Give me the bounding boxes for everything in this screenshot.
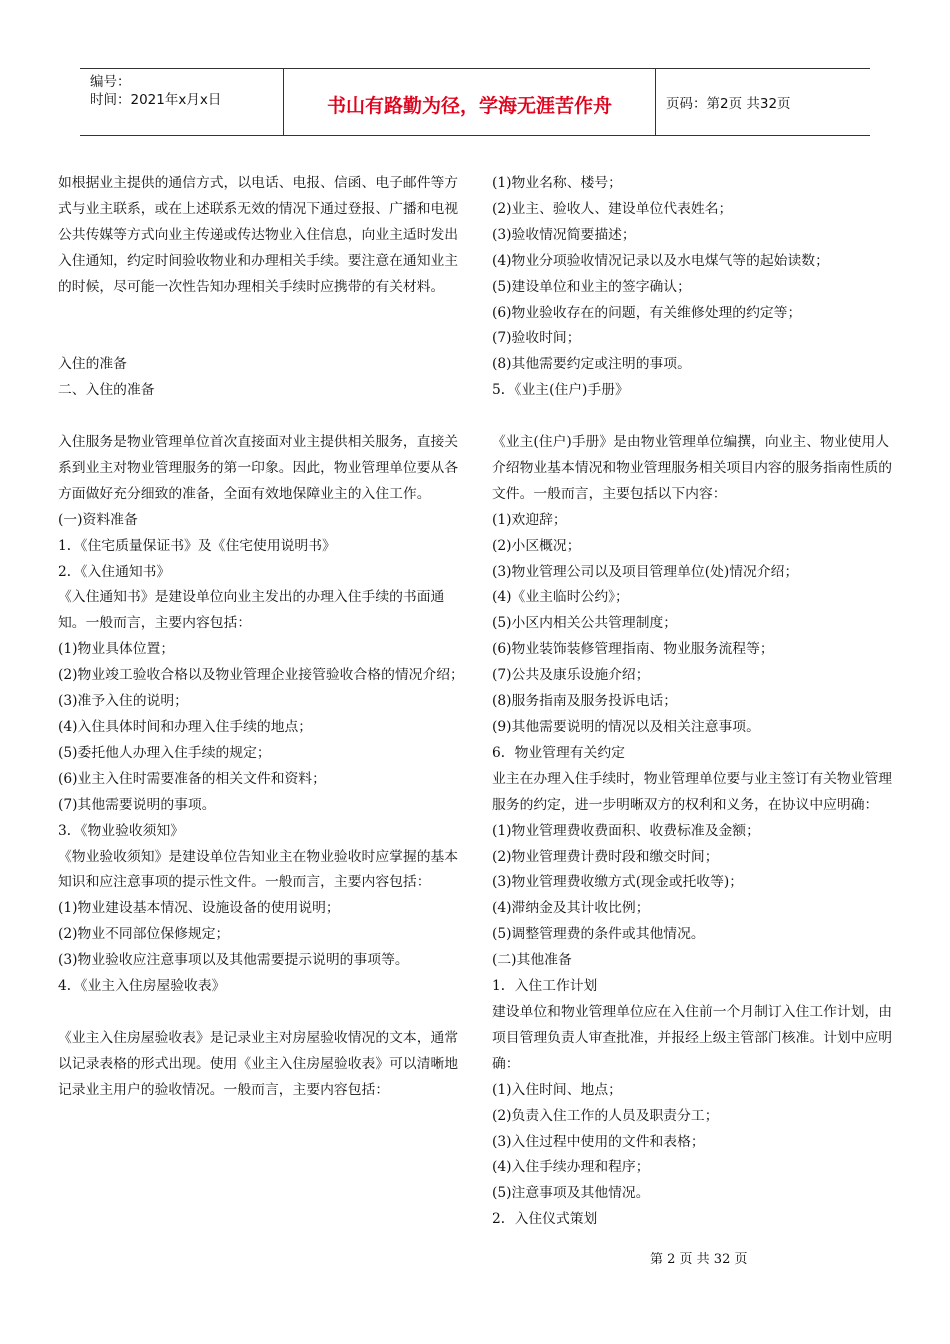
text-paragraph: (2)物业管理费计费时段和缴交时间； bbox=[492, 848, 719, 865]
text-paragraph: (3)验收情况简要描述； bbox=[492, 226, 636, 243]
page-footer: 第 2 页 共 32 页 bbox=[650, 1252, 748, 1267]
text-paragraph: (4)入住手续办理和程序； bbox=[492, 1159, 650, 1176]
text-paragraph: (5)调整管理费的条件或其他情况。 bbox=[492, 926, 705, 943]
text-paragraph: (2)负责入住工作的人员及职责分工； bbox=[492, 1107, 719, 1124]
text-paragraph: 入住服务是物业管理单位首次直接面对业主提供相关服务，直接关系到业主对物业管理服务的第一印象。因此，物业管理单位要从各方面做好充分细致的准备，全面有效地保障业主的入住工作。 bbox=[58, 434, 459, 502]
text-paragraph: (1)物业名称、楼号； bbox=[492, 175, 622, 191]
text-paragraph: (2)小区概况； bbox=[492, 537, 581, 554]
text-paragraph: 二、入住的准备 bbox=[58, 382, 155, 399]
text-paragraph: (3)物业管理费收缴方式(现金或托收等)； bbox=[492, 874, 744, 891]
text-paragraph: (6)物业验收存在的问题，有关维修处理的约定等； bbox=[492, 304, 802, 321]
blank-line bbox=[492, 404, 896, 430]
text-paragraph: (一)资料准备 bbox=[58, 511, 138, 528]
header-page-cell bbox=[656, 69, 870, 135]
text-paragraph: 《业主入住房屋验收表》是记录业主对房屋验收情况的文本，通常以记录表格的形式出现。使用《业主入住房屋验收表》可以清晰地记录业主用户的验收情况。一般而言，主要内容包括： bbox=[58, 1029, 459, 1098]
text-paragraph: (二)其他准备 bbox=[492, 952, 572, 969]
text-paragraph: 建设单位和物业管理单位应在入住前一个月制订入住工作计划，由项目管理负责人审查批准，并报经上级主管部门核准。计划中应明确： bbox=[492, 1003, 893, 1072]
left-text-column bbox=[58, 171, 468, 1104]
text-paragraph: (4)《业主临时公约》； bbox=[492, 589, 629, 606]
text-paragraph: (1)物业管理费收费面积、收费标准及金额； bbox=[492, 822, 760, 839]
text-paragraph: 2．《入住通知书》 bbox=[58, 563, 171, 580]
text-paragraph: 3．《物业验收须知》 bbox=[58, 822, 185, 839]
document-number-label: 编号： bbox=[90, 74, 131, 90]
blank-line bbox=[58, 1000, 468, 1026]
text-paragraph: (2)物业竣工验收合格以及物业管理企业接管验收合格的情况介绍； bbox=[58, 667, 464, 684]
header-motto: 书山有路勤为径，学海无涯苦作舟 bbox=[326, 94, 612, 117]
text-paragraph: 6．物业管理有关约定 bbox=[492, 744, 625, 761]
text-paragraph: (6)业主入住时需要准备的相关文件和资料； bbox=[58, 770, 326, 787]
text-paragraph: 《入住通知书》是建设单位向业主发出的办理入住手续的书面通知。一般而言，主要内容包括： bbox=[58, 589, 445, 632]
text-paragraph: (1)欢迎辞； bbox=[492, 511, 567, 528]
text-paragraph: 《业主(住户)手册》是由物业管理单位编撰，向业主、物业使用人介绍物业基本情况和物业管理服务相关项目内容的服务指南性质的文件。一般而言，主要包括以下内容： bbox=[492, 434, 893, 502]
text-paragraph: (5)建设单位和业主的签字确认； bbox=[492, 278, 691, 295]
text-paragraph: 业主在办理入住手续时，物业管理单位要与业主签订有关物业管理服务的约定，进一步明晰双方的权利和义务，在协议中应明确： bbox=[492, 770, 893, 813]
text-paragraph: (4)物业分项验收情况记录以及水电煤气等的起始读数； bbox=[492, 252, 829, 269]
text-paragraph: (9)其他需要说明的情况以及相关注意事项。 bbox=[492, 719, 760, 736]
text-paragraph: (7)公共及康乐设施介绍； bbox=[492, 667, 650, 684]
text-paragraph: 2．入住仪式策划 bbox=[492, 1211, 598, 1228]
text-paragraph: (5)注意事项及其他情况。 bbox=[492, 1185, 650, 1202]
text-paragraph: 1．入住工作计划 bbox=[492, 978, 598, 995]
text-paragraph: (6)物业装饰装修管理指南、物业服务流程等； bbox=[492, 641, 774, 658]
text-paragraph: (1)物业建设基本情况、设施设备的使用说明； bbox=[58, 900, 340, 917]
text-paragraph: (4)入住具体时间和办理入住手续的地点； bbox=[58, 718, 313, 735]
header-motto-cell bbox=[283, 69, 656, 135]
text-paragraph: (7)验收时间； bbox=[492, 330, 581, 347]
text-paragraph: (1)入住时间、地点； bbox=[492, 1081, 622, 1098]
page-header bbox=[80, 68, 870, 136]
text-paragraph: (3)物业管理公司以及项目管理单位(处)情况介绍； bbox=[492, 563, 799, 580]
text-paragraph: (4)滞纳金及其计收比例； bbox=[492, 900, 650, 917]
text-paragraph: (8)其他需要约定或注明的事项。 bbox=[492, 356, 691, 373]
text-paragraph: (5)小区内相关公共管理制度； bbox=[492, 615, 678, 632]
text-paragraph: (8)服务指南及服务投诉电话； bbox=[492, 693, 678, 710]
text-paragraph: 5．《业主(住户)手册》 bbox=[492, 382, 629, 399]
text-paragraph: 入住的准备 bbox=[58, 356, 127, 373]
text-paragraph: 《物业验收须知》是建设单位告知业主在物业验收时应掌握的基本知识和应注意事项的提示性文件。一般而言，主要内容包括： bbox=[58, 848, 459, 891]
text-paragraph: 1．《住宅质量保证书》及《住宅使用说明书》 bbox=[58, 537, 336, 554]
blank-line bbox=[58, 326, 468, 352]
text-paragraph: (7)其他需要说明的事项。 bbox=[58, 796, 216, 813]
text-paragraph: (3)准予入住的说明； bbox=[58, 693, 188, 710]
text-paragraph: (3)物业验收应注意事项以及其他需要提示说明的事项等。 bbox=[58, 952, 409, 969]
text-paragraph: (3)入住过程中使用的文件和表格； bbox=[492, 1133, 705, 1150]
text-paragraph: 4．《业主入住房屋验收表》 bbox=[58, 978, 226, 995]
text-paragraph: (2)业主、验收人、建设单位代表姓名； bbox=[492, 200, 733, 217]
text-paragraph: (1)物业具体位置； bbox=[58, 641, 175, 658]
text-paragraph: (5)委托他人办理入住手续的规定； bbox=[58, 744, 271, 761]
document-time-label: 时间：2021年x月x日 bbox=[90, 92, 222, 108]
text-paragraph: 如根据业主提供的通信方式，以电话、电报、信函、电子邮件等方式与业主联系，或在上述联系无效的情况下通过登报、广播和电视公共传媒等方式向业主传递或传达物业入住信息，向业主适时发出入住通知，约定时间验收物业和办理相关手续。要注意在通知业主的时候，尽可能一次性告知办理相关手续时应携带的有关材料。 bbox=[58, 175, 459, 295]
blank-line bbox=[58, 301, 468, 327]
text-paragraph: (2)物业不同部位保修规定； bbox=[58, 926, 230, 943]
blank-line bbox=[58, 404, 468, 430]
header-page-number: 页码：第2页 共32页 bbox=[666, 96, 791, 112]
header-meta bbox=[80, 69, 283, 135]
right-text-column bbox=[492, 171, 896, 1233]
